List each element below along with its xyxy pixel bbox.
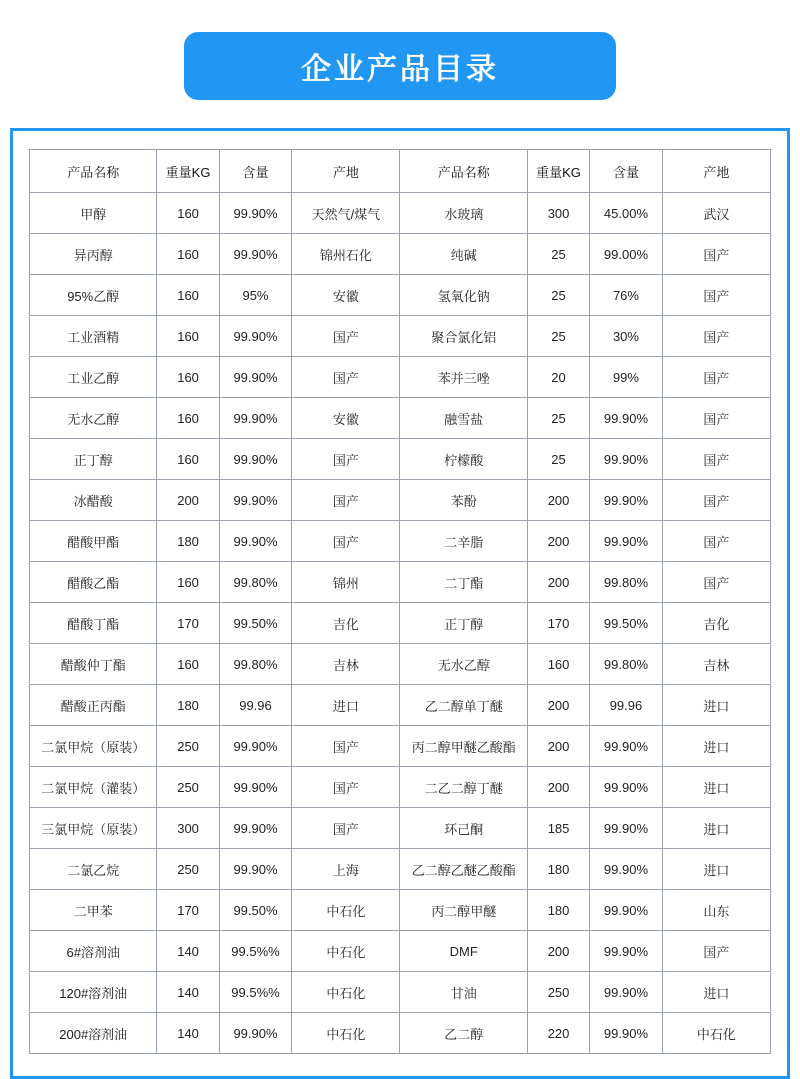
- table-cell: 乙二醇单丁醚: [400, 685, 527, 726]
- title-section: [0, 0, 800, 100]
- table-cell: 丙二醇甲醚乙酸酯: [400, 726, 527, 767]
- table-cell: 140: [157, 931, 219, 972]
- table-cell: 160: [157, 193, 219, 234]
- table-cell: 99.90%: [219, 316, 292, 357]
- table-cell: 天然气/煤气: [292, 193, 400, 234]
- table-cell: 200: [527, 521, 589, 562]
- table-cell: 乙二醇: [400, 1013, 527, 1054]
- table-cell: 醋酸乙酯: [30, 562, 157, 603]
- table-cell: 正丁醇: [30, 439, 157, 480]
- table-cell: 99.80%: [590, 644, 663, 685]
- table-cell: 二氯甲烷（原装）: [30, 726, 157, 767]
- table-cell: 中石化: [662, 1013, 770, 1054]
- table-cell: 99.90%: [590, 890, 663, 931]
- table-row: [30, 972, 771, 1013]
- column-header-product-name-right: 产品名称: [400, 150, 527, 193]
- table-cell: 200: [527, 480, 589, 521]
- table-cell: 160: [157, 398, 219, 439]
- page-title: 企业产品目录: [184, 32, 616, 100]
- column-header-purity-right: 含量: [590, 150, 663, 193]
- table-cell: 200: [527, 685, 589, 726]
- table-cell: 纯碱: [400, 234, 527, 275]
- table-cell: 99.90%: [219, 808, 292, 849]
- table-header: [30, 150, 771, 193]
- table-cell: 99.90%: [590, 767, 663, 808]
- table-cell: 20: [527, 357, 589, 398]
- column-header-origin-right: 产地: [662, 150, 770, 193]
- table-cell: 99.90%: [590, 439, 663, 480]
- table-cell: 甘油: [400, 972, 527, 1013]
- table-row: [30, 603, 771, 644]
- table-cell: 醋酸甲酯: [30, 521, 157, 562]
- table-cell: 国产: [662, 562, 770, 603]
- table-cell: 120#溶剂油: [30, 972, 157, 1013]
- table-cell: 185: [527, 808, 589, 849]
- table-cell: 国产: [662, 480, 770, 521]
- table-cell: 进口: [662, 972, 770, 1013]
- table-cell: 99.5%%: [219, 972, 292, 1013]
- table-cell: 99.90%: [219, 439, 292, 480]
- table-cell: 200: [527, 562, 589, 603]
- table-cell: 220: [527, 1013, 589, 1054]
- table-cell: 170: [527, 603, 589, 644]
- table-cell: 99.5%%: [219, 931, 292, 972]
- table-cell: 99.90%: [219, 398, 292, 439]
- table-row: [30, 726, 771, 767]
- table-cell: 锦州: [292, 562, 400, 603]
- table-row: [30, 316, 771, 357]
- table-frame: [10, 128, 790, 1079]
- table-cell: 二氯乙烷: [30, 849, 157, 890]
- table-cell: 160: [157, 439, 219, 480]
- table-cell: 聚合氯化铝: [400, 316, 527, 357]
- table-cell: 160: [157, 562, 219, 603]
- table-cell: 99.90%: [590, 726, 663, 767]
- table-cell: 99.50%: [219, 890, 292, 931]
- table-cell: 99.50%: [590, 603, 663, 644]
- table-cell: 国产: [662, 931, 770, 972]
- table-cell: 99.90%: [219, 521, 292, 562]
- table-cell: 国产: [662, 275, 770, 316]
- table-cell: 山东: [662, 890, 770, 931]
- table-cell: 二辛脂: [400, 521, 527, 562]
- table-cell: 160: [157, 316, 219, 357]
- table-cell: 水玻璃: [400, 193, 527, 234]
- table-header-row: [30, 150, 771, 193]
- table-cell: 99.80%: [219, 644, 292, 685]
- table-cell: 武汉: [662, 193, 770, 234]
- table-cell: 国产: [662, 357, 770, 398]
- table-cell: 99.90%: [590, 972, 663, 1013]
- table-cell: 国产: [292, 480, 400, 521]
- table-cell: 醋酸正丙酯: [30, 685, 157, 726]
- table-cell: 工业乙醇: [30, 357, 157, 398]
- table-cell: 吉林: [662, 644, 770, 685]
- table-row: [30, 480, 771, 521]
- table-cell: 99.90%: [219, 357, 292, 398]
- table-cell: 99%: [590, 357, 663, 398]
- table-cell: 中石化: [292, 1013, 400, 1054]
- table-cell: 苯酚: [400, 480, 527, 521]
- table-cell: 160: [157, 234, 219, 275]
- table-cell: 国产: [292, 439, 400, 480]
- table-cell: 95%: [219, 275, 292, 316]
- table-cell: 25: [527, 316, 589, 357]
- column-header-weight-left: 重量KG: [157, 150, 219, 193]
- table-cell: 上海: [292, 849, 400, 890]
- table-row: [30, 234, 771, 275]
- table-cell: 国产: [292, 521, 400, 562]
- table-cell: 进口: [662, 685, 770, 726]
- table-cell: 180: [527, 890, 589, 931]
- table-row: [30, 439, 771, 480]
- table-row: [30, 685, 771, 726]
- table-row: [30, 808, 771, 849]
- table-cell: 99.90%: [590, 808, 663, 849]
- table-cell: 国产: [662, 439, 770, 480]
- table-cell: 99.90%: [590, 480, 663, 521]
- table-row: [30, 562, 771, 603]
- table-cell: 99.00%: [590, 234, 663, 275]
- table-cell: 45.00%: [590, 193, 663, 234]
- table-cell: 国产: [292, 316, 400, 357]
- table-cell: 250: [157, 849, 219, 890]
- table-body: [30, 193, 771, 1054]
- table-cell: 160: [157, 357, 219, 398]
- column-header-product-name-left: 产品名称: [30, 150, 157, 193]
- table-cell: 甲醇: [30, 193, 157, 234]
- table-row: [30, 931, 771, 972]
- table-row: [30, 644, 771, 685]
- table-cell: 99.90%: [219, 480, 292, 521]
- table-row: [30, 849, 771, 890]
- table-cell: 吉化: [292, 603, 400, 644]
- table-cell: 99.90%: [219, 193, 292, 234]
- table-row: [30, 275, 771, 316]
- table-cell: 吉化: [662, 603, 770, 644]
- table-cell: 二氯甲烷（灌装）: [30, 767, 157, 808]
- table-cell: 99.96: [219, 685, 292, 726]
- table-cell: 99.96: [590, 685, 663, 726]
- table-row: [30, 890, 771, 931]
- table-cell: 99.90%: [219, 234, 292, 275]
- table-cell: 25: [527, 439, 589, 480]
- table-cell: 25: [527, 275, 589, 316]
- table-cell: 99.90%: [219, 767, 292, 808]
- table-cell: 三氯甲烷（原装）: [30, 808, 157, 849]
- table-cell: 二乙二醇丁醚: [400, 767, 527, 808]
- table-cell: 300: [527, 193, 589, 234]
- table-cell: 250: [157, 767, 219, 808]
- table-cell: 99.90%: [590, 398, 663, 439]
- table-row: [30, 521, 771, 562]
- table-cell: 6#溶剂油: [30, 931, 157, 972]
- table-row: [30, 193, 771, 234]
- column-header-origin-left: 产地: [292, 150, 400, 193]
- table-cell: 二甲苯: [30, 890, 157, 931]
- table-cell: 吉林: [292, 644, 400, 685]
- table-cell: 170: [157, 603, 219, 644]
- table-cell: 中石化: [292, 931, 400, 972]
- table-cell: 国产: [292, 808, 400, 849]
- table-cell: 99.90%: [219, 726, 292, 767]
- table-cell: 安徽: [292, 275, 400, 316]
- table-cell: 国产: [292, 726, 400, 767]
- table-cell: 柠檬酸: [400, 439, 527, 480]
- table-cell: 99.90%: [590, 849, 663, 890]
- table-cell: 国产: [662, 316, 770, 357]
- table-cell: 二丁酯: [400, 562, 527, 603]
- table-cell: 国产: [662, 521, 770, 562]
- table-cell: 安徽: [292, 398, 400, 439]
- table-cell: 99.90%: [219, 849, 292, 890]
- table-cell: 180: [527, 849, 589, 890]
- table-cell: 进口: [662, 808, 770, 849]
- table-row: [30, 357, 771, 398]
- table-cell: 冰醋酸: [30, 480, 157, 521]
- table-cell: 国产: [292, 357, 400, 398]
- table-cell: 无水乙醇: [400, 644, 527, 685]
- table-cell: 180: [157, 521, 219, 562]
- table-cell: 国产: [292, 767, 400, 808]
- table-cell: 醋酸仲丁酯: [30, 644, 157, 685]
- table-cell: 25: [527, 398, 589, 439]
- table-cell: 国产: [662, 234, 770, 275]
- table-cell: 丙二醇甲醚: [400, 890, 527, 931]
- table-cell: 76%: [590, 275, 663, 316]
- table-cell: 异丙醇: [30, 234, 157, 275]
- table-row: [30, 398, 771, 439]
- column-header-purity-left: 含量: [219, 150, 292, 193]
- table-cell: 99.90%: [590, 931, 663, 972]
- table-cell: 进口: [662, 726, 770, 767]
- table-cell: 醋酸丁酯: [30, 603, 157, 644]
- table-cell: 200: [527, 767, 589, 808]
- table-cell: 国产: [662, 398, 770, 439]
- table-cell: 200: [527, 726, 589, 767]
- table-cell: 99.80%: [219, 562, 292, 603]
- table-cell: 正丁醇: [400, 603, 527, 644]
- table-cell: 160: [157, 275, 219, 316]
- table-cell: 160: [157, 644, 219, 685]
- column-header-weight-right: 重量KG: [527, 150, 589, 193]
- table-cell: DMF: [400, 931, 527, 972]
- table-cell: 170: [157, 890, 219, 931]
- table-cell: 140: [157, 972, 219, 1013]
- table-cell: 250: [157, 726, 219, 767]
- table-cell: 160: [527, 644, 589, 685]
- table-cell: 99.90%: [219, 1013, 292, 1054]
- table-cell: 无水乙醇: [30, 398, 157, 439]
- table-cell: 融雪盐: [400, 398, 527, 439]
- table-cell: 250: [527, 972, 589, 1013]
- table-cell: 氢氧化钠: [400, 275, 527, 316]
- table-cell: 99.90%: [590, 1013, 663, 1054]
- table-cell: 200#溶剂油: [30, 1013, 157, 1054]
- table-cell: 140: [157, 1013, 219, 1054]
- table-row: [30, 767, 771, 808]
- table-cell: 200: [157, 480, 219, 521]
- table-cell: 99.90%: [590, 521, 663, 562]
- table-cell: 环己酮: [400, 808, 527, 849]
- table-cell: 30%: [590, 316, 663, 357]
- table-cell: 苯并三唑: [400, 357, 527, 398]
- table-cell: 进口: [292, 685, 400, 726]
- table-cell: 25: [527, 234, 589, 275]
- table-cell: 中石化: [292, 890, 400, 931]
- table-cell: 进口: [662, 767, 770, 808]
- table-cell: 99.50%: [219, 603, 292, 644]
- table-cell: 200: [527, 931, 589, 972]
- table-cell: 95%乙醇: [30, 275, 157, 316]
- table-cell: 工业酒精: [30, 316, 157, 357]
- table-cell: 300: [157, 808, 219, 849]
- table-cell: 180: [157, 685, 219, 726]
- table-cell: 乙二醇乙醚乙酸酯: [400, 849, 527, 890]
- table-cell: 进口: [662, 849, 770, 890]
- product-table: [29, 149, 771, 1054]
- table-cell: 锦州石化: [292, 234, 400, 275]
- table-cell: 中石化: [292, 972, 400, 1013]
- table-cell: 99.80%: [590, 562, 663, 603]
